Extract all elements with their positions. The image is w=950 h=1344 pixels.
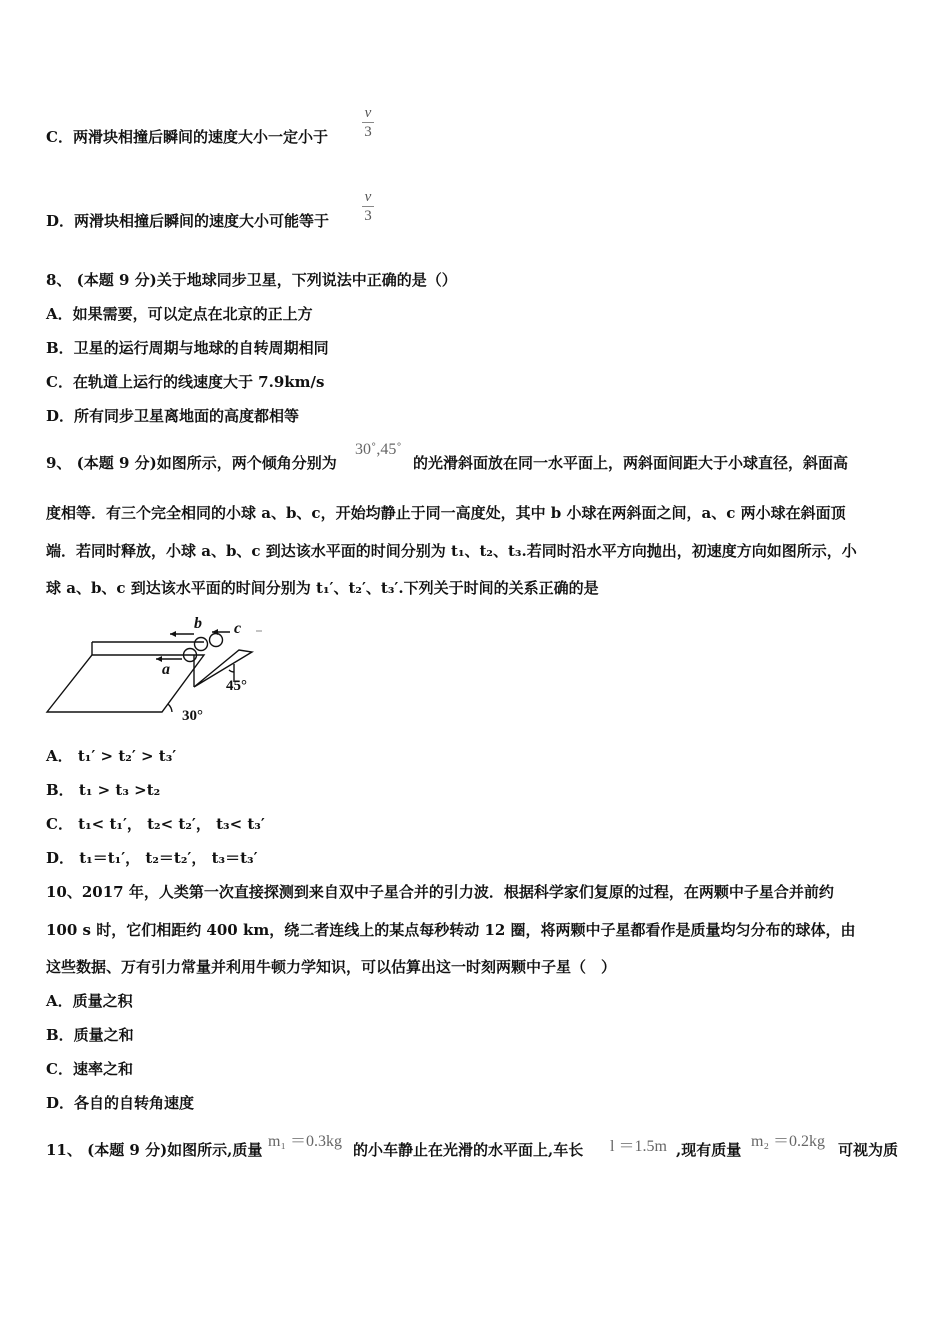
- q10-option-b: B．质量之和: [46, 1026, 134, 1044]
- q9-option-d: D． t₁＝t₁′， t₂＝t₂′， t₃＝t₃′: [46, 849, 258, 867]
- q10-option-a: A．质量之积: [46, 992, 133, 1010]
- incline-30: [47, 655, 204, 712]
- q7-option-c: C．两滑块相撞后瞬间的速度大小一定小于: [46, 128, 328, 146]
- q7-option-d: D．两滑块相撞后瞬间的速度大小可能等于: [46, 212, 330, 230]
- q9-stem-cont: 的光滑斜面放在同一水平面上，两斜面间距大于小球直径，斜面高: [413, 454, 849, 472]
- q11-stem-part2: 的小车静止在光滑的水平面上,车长: [353, 1141, 584, 1159]
- q9-option-c: C． t₁< t₁′， t₂< t₂′， t₃< t₃′: [46, 815, 265, 833]
- q10-stem-line3: 这些数据、万有引力常量并利用牛顿力学知识，可以估算出这一时刻两颗中子星（ ）: [46, 958, 617, 976]
- inclined-planes-figure: [44, 612, 274, 727]
- label-a: a: [162, 661, 170, 678]
- fraction-v-over-3: v 3: [361, 104, 375, 141]
- q8-stem: 8、 (本题 9 分)关于地球同步卫星，下列说法中正确的是（）: [46, 271, 457, 289]
- q8-option-a: A．如果需要，可以定点在北京的正上方: [46, 305, 313, 323]
- q9-option-b: B． t₁ > t₃ >t₂: [46, 781, 161, 799]
- q10-option-d: D．各自的自转角速度: [46, 1094, 195, 1112]
- q9-stem-line2: 度相等．有三个完全相同的小球 a、b、c，开始均静止于同一高度处，其中 b 小球在两斜面之间，a、c 两小球在斜面顶: [46, 504, 846, 522]
- q8-option-c: C．在轨道上运行的线速度大于 7.9km/s: [46, 373, 325, 391]
- q9-stem-line3: 端．若同时释放，小球 a、b、c 到达该水平面的时间分别为 t₁、t₂、t₃.若同时沿水平方向抛出，初速度方向如图所示，小: [46, 542, 857, 560]
- q11-stem-part1: 11、 (本题 9 分)如图所示,质量: [46, 1141, 263, 1159]
- fraction-v-over-3: v 3: [361, 188, 375, 225]
- q8-option-b: B．卫星的运行周期与地球的自转周期相同: [46, 339, 329, 357]
- ball-b: [195, 638, 208, 651]
- q11-length: l ＝1.5m: [610, 1138, 667, 1155]
- q11-m2: m₂ ＝0.2kg: [751, 1133, 826, 1150]
- ball-c: [210, 634, 223, 647]
- q10-stem-line1: 10、2017 年，人类第一次直接探测到来自双中子星合并的引力波．根据科学家们复原的过程，在两颗中子星合并前约: [46, 883, 834, 901]
- q9-stem-start: 9、 (本题 9 分)如图所示，两个倾角分别为: [46, 454, 337, 472]
- q11-stem-part4: 可视为质: [838, 1141, 899, 1159]
- q10-stem-line2: 100 s 时，它们相距约 400 km，绕二者连线上的某点每秒转动 12 圈，将两颗中子星都看作是质量均匀分布的球体，由: [46, 921, 856, 939]
- q9-option-a: A． t₁′ > t₂′ > t₃′: [46, 747, 177, 765]
- q8-option-d: D．所有同步卫星离地面的高度都相等: [46, 407, 300, 425]
- q11-stem-part3: ,现有质量: [676, 1141, 742, 1159]
- label-angle-45: 45°: [226, 678, 247, 694]
- q11-m1: m₁ ＝0.3kg: [268, 1133, 343, 1150]
- q9-stem-line4: 球 a、b、c 到达该水平面的时间分别为 t₁′、t₂′、t₃′.下列关于时间的关系正确的是: [46, 579, 599, 597]
- label-c: c: [234, 620, 242, 637]
- q10-option-c: C．速率之和: [46, 1060, 133, 1078]
- label-angle-30: 30°: [182, 708, 203, 724]
- q9-angles: 30˚,45˚: [355, 441, 402, 458]
- label-b: b: [194, 615, 202, 632]
